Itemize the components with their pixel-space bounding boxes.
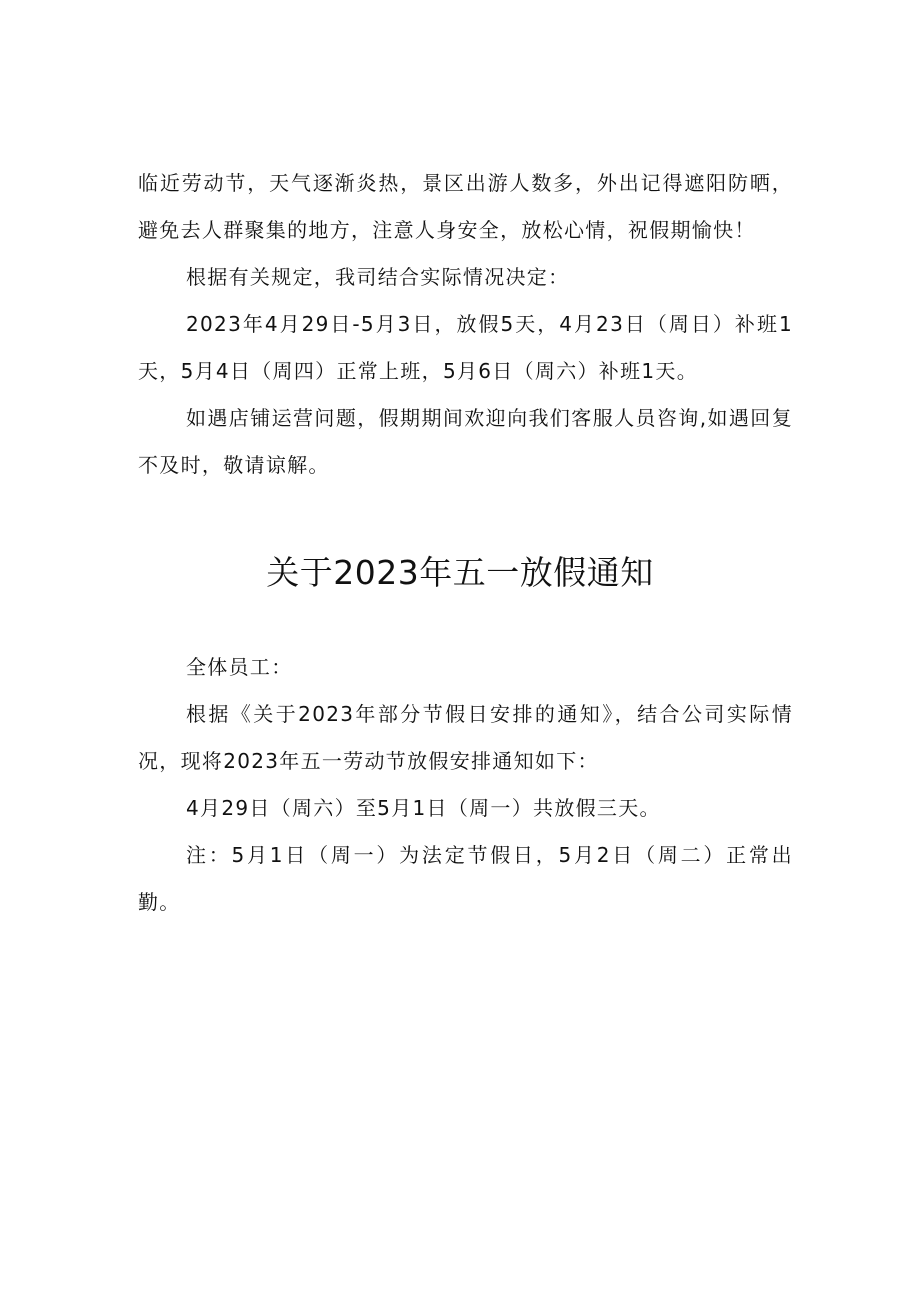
notice-greeting: 全体员工： <box>186 655 293 679</box>
notice-paragraph-3: 注：5月1日（周一）为法定节假日，5月2日（周二）正常出勤。 <box>138 843 793 914</box>
intro-paragraph-2: 根据有关规定，我司结合实际情况决定： <box>186 265 570 289</box>
notice-title: 关于2023年五一放假通知 <box>266 553 654 592</box>
intro-paragraph-1: 临近劳动节，天气逐渐炎热，景区出游人数多，外出记得遮阳防晒，避免去人群聚集的地方，注意人身安全，放松心情，祝假期愉快！ <box>138 171 793 242</box>
intro-paragraph-4: 如遇店铺运营问题，假期期间欢迎向我们客服人员咨询,如遇回复不及时，敬请谅解。 <box>138 406 793 477</box>
notice-paragraph-1: 根据《关于2023年部分节假日安排的通知》，结合公司实际情况，现将2023年五一劳动节放假安排通知如下： <box>138 702 793 773</box>
notice-body <box>138 644 793 926</box>
intro-paragraph-3: 2023年4月29日-5月3日，放假5天，4月23日（周日）补班1天，5月4日（周四）正常上班，5月6日（周六）补班1天。 <box>138 312 793 383</box>
intro-section <box>138 160 793 489</box>
notice-paragraph-2: 4月29日（周六）至5月1日（周一）共放假三天。 <box>186 796 661 820</box>
